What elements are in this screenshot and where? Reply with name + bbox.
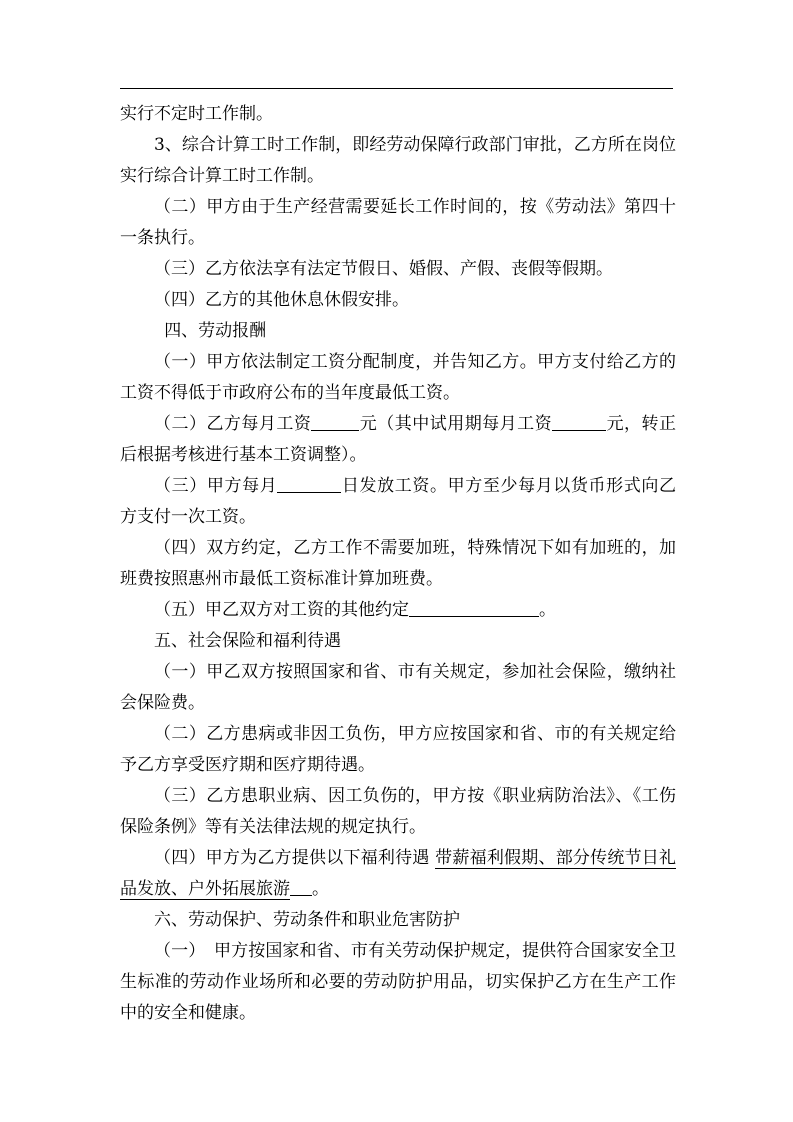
paragraph: [120, 130, 676, 192]
header-rule: [120, 88, 673, 89]
text-line: 日发放工资。甲方至少每月以货币形式: [341, 476, 642, 496]
text-line: 。: [539, 600, 556, 620]
document-body: [120, 99, 676, 1029]
text-line: （五）甲乙双方对工资的其他约定: [154, 600, 409, 620]
paragraph: [120, 843, 676, 905]
paragraph: [120, 595, 676, 626]
text-line: 纳社会保险费。: [120, 662, 677, 713]
text-line: （二）乙方每月工资: [154, 414, 312, 434]
heading-text: 五、社会保险和福利待遇: [154, 631, 341, 651]
text-line: 定给予乙方享受医疗期和医疗期待遇。: [120, 724, 677, 775]
text-line: （四）双方约定，乙方工作不需要加班，特殊情况下如有加班的，: [154, 538, 659, 558]
section-heading: [120, 316, 676, 347]
text-line: 在岗位实行综合计算工时工作制。: [120, 135, 676, 186]
paragraph: [120, 285, 676, 316]
text-line: 。: [312, 879, 329, 899]
paragraph: [120, 657, 676, 719]
text-line: （三）甲方每月: [154, 476, 278, 496]
paragraph: [120, 347, 676, 409]
text-line: （四）乙方的其他休息休假安排。: [154, 290, 409, 310]
text-line: （四）甲方为乙方提供以下福利待遇: [154, 848, 430, 868]
text-line: 安全卫生标准的劳动作业场所和必要的劳动防护用品，切实保护乙方: [120, 941, 676, 992]
paragraph: [120, 533, 676, 595]
text-line: （二）甲方由于生产经营需要延长工作时间的，按《劳动法》第: [154, 197, 642, 217]
salary-blank: [311, 413, 359, 431]
benefits-blank-tail: [290, 878, 312, 896]
text-line: 加班费按照惠州市最低工资标准计算加班费。: [120, 538, 676, 589]
text-line: 《工伤保险条例》等有关法律法规的规定执行。: [120, 786, 677, 837]
text-line: （一）甲乙双方按照国家和省、市有关规定，参加社会保险，缴: [154, 662, 642, 682]
paragraph: [120, 409, 676, 471]
paragraph: [120, 936, 676, 1029]
benefits-filled-text: 节日礼品发放、户外拓展旅游: [120, 848, 677, 899]
text-line: 实行不定时工作制。: [120, 104, 273, 124]
heading-text: 四、劳动报酬: [164, 321, 267, 341]
text-line: （二）乙方患病或非因工负伤，甲方应按国家和省、市的有关规: [154, 724, 642, 744]
heading-text: 六、劳动保护、劳动条件和职业危害防护: [154, 910, 460, 930]
text-line: 转正后根据考核进行基本工资调整）。: [120, 414, 677, 465]
text-line: 四十一条执行。: [120, 197, 677, 248]
section-heading: [120, 626, 676, 657]
paragraph: [120, 471, 676, 533]
text-line: 3、综合计算工时工作制，即经劳动保障行政部门审批，乙方所: [154, 135, 625, 155]
text-line: （一）甲方依法制定工资分配制度，并告知乙方。甲方支付给乙: [154, 352, 642, 372]
paragraph: [120, 781, 676, 843]
text-line: 元，: [606, 414, 642, 434]
text-line: 在生产工作中的安全和健康。: [120, 972, 677, 1023]
other-wage-agreement-blank: [409, 599, 539, 617]
paragraph: [120, 254, 676, 285]
paragraph: [120, 719, 676, 781]
text-line: 元（其中试用期每月工资: [359, 414, 553, 434]
text-line: （三）乙方患职业病、因工负伤的，甲方按《职业病防治法》、: [154, 786, 633, 806]
benefits-filled-text: 带薪福利假期、部分传统: [435, 848, 625, 868]
section-heading: [120, 905, 676, 936]
text-line: 向乙方支付一次工资。: [120, 476, 677, 527]
text-line: （一） 甲方按国家和省、市有关劳动保护规定，提供符合国家: [154, 941, 625, 961]
paragraph: [120, 99, 676, 130]
text-line: 方的工资不得低于市政府公布的当年度最低工资。: [120, 352, 677, 403]
probation-salary-blank: [552, 413, 606, 431]
text-line: （三）乙方依法享有法定节假日、婚假、产假、丧假等假期。: [154, 259, 613, 279]
paragraph: [120, 192, 676, 254]
payday-blank: [277, 475, 341, 493]
